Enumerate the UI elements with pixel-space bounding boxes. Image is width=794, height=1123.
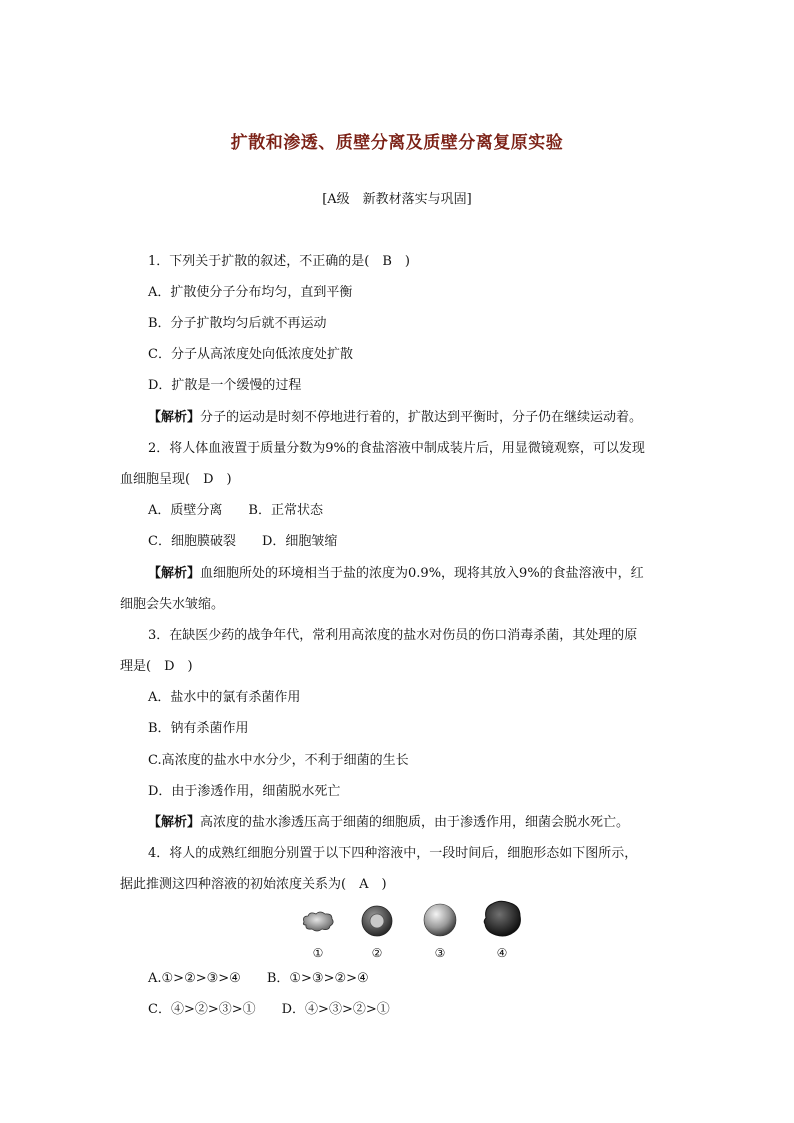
q2-analysis-line2: 细胞会失水皱缩。	[120, 597, 225, 612]
cell-label-4: ④	[496, 946, 508, 960]
q2-stem-line2: 血细胞呈现( D )	[120, 472, 232, 487]
normal-cell-image	[360, 904, 394, 938]
q3-option-a: A．盐水中的氯有杀菌作用	[148, 690, 301, 705]
q1-option-a: A．扩散使分子分布均匀，直到平衡	[148, 285, 353, 300]
q3-option-c: C.高浓度的盐水中水分少，不利于细菌的生长	[148, 753, 409, 768]
q1-option-d: D．扩散是一个缓慢的过程	[148, 378, 302, 393]
q4-options-cd: C．④>②>③>① D．④>③>②>①	[148, 1002, 390, 1017]
q1-option-b: B．分子扩散均匀后就不再运动	[148, 316, 327, 331]
q3-option-b: B．钠有杀菌作用	[148, 721, 249, 736]
ruptured-cell-image	[480, 898, 524, 940]
analysis-text: 分子的运动是时刻不停地进行着的，扩散达到平衡时，分子仍在继续运动着。	[200, 410, 643, 425]
q3-stem-line1: 3．在缺医少药的战争年代，常利用高浓度的盐水对伤员的伤口消毒杀菌，其处理的原	[148, 628, 638, 643]
analysis-tag: 【解析】	[148, 815, 201, 830]
q4-options-ab: A.①>②>③>④ B．①>③>②>④	[148, 971, 369, 986]
cell-label-2: ②	[371, 946, 383, 960]
analysis-tag: 【解析】	[148, 566, 201, 581]
q3-analysis	[148, 813, 629, 833]
shrunken-cell-image	[300, 908, 336, 934]
analysis-text: 血细胞所处的环境相当于盐的浓度为0.9%，现将其放入9%的食盐溶液中，红	[200, 566, 644, 581]
q2-analysis-line1	[148, 564, 644, 584]
cell-label-1: ①	[312, 946, 324, 960]
section-heading: [A级 新教材落实与巩固]	[322, 192, 472, 207]
q2-stem-line1: 2．将人体血液置于质量分数为9%的食盐溶液中制成装片后，用显微镜观察，可以发现	[148, 441, 645, 456]
q3-option-d: D．由于渗透作用，细菌脱水死亡	[148, 784, 341, 799]
analysis-text: 高浓度的盐水渗透压高于细菌的细胞质，由于渗透作用，细菌会脱水死亡。	[200, 815, 630, 830]
q1-option-c: C．分子从高浓度处向低浓度处扩散	[148, 347, 353, 362]
q2-options-cd: C．细胞膜破裂 D．细胞皱缩	[148, 534, 338, 549]
q4-stem-line2: 据此推测这四种溶液的初始浓度关系为( A )	[120, 877, 387, 892]
q4-stem-line1: 4．将人的成熟红细胞分别置于以下四种溶液中，一段时间后，细胞形态如下图所示，	[148, 846, 638, 861]
swollen-cell-image	[422, 902, 458, 938]
q3-stem-line2: 理是( D )	[120, 659, 193, 674]
q1-analysis	[148, 408, 642, 428]
cell-figure	[296, 898, 536, 968]
q2-options-ab: A．质壁分离 B．正常状态	[148, 503, 323, 518]
q1-stem: 1．下列关于扩散的叙述，不正确的是( B )	[148, 254, 410, 269]
cell-label-3: ③	[434, 946, 446, 960]
analysis-tag: 【解析】	[148, 410, 201, 425]
page-title: 扩散和渗透、质壁分离及质壁分离复原实验	[230, 133, 564, 153]
